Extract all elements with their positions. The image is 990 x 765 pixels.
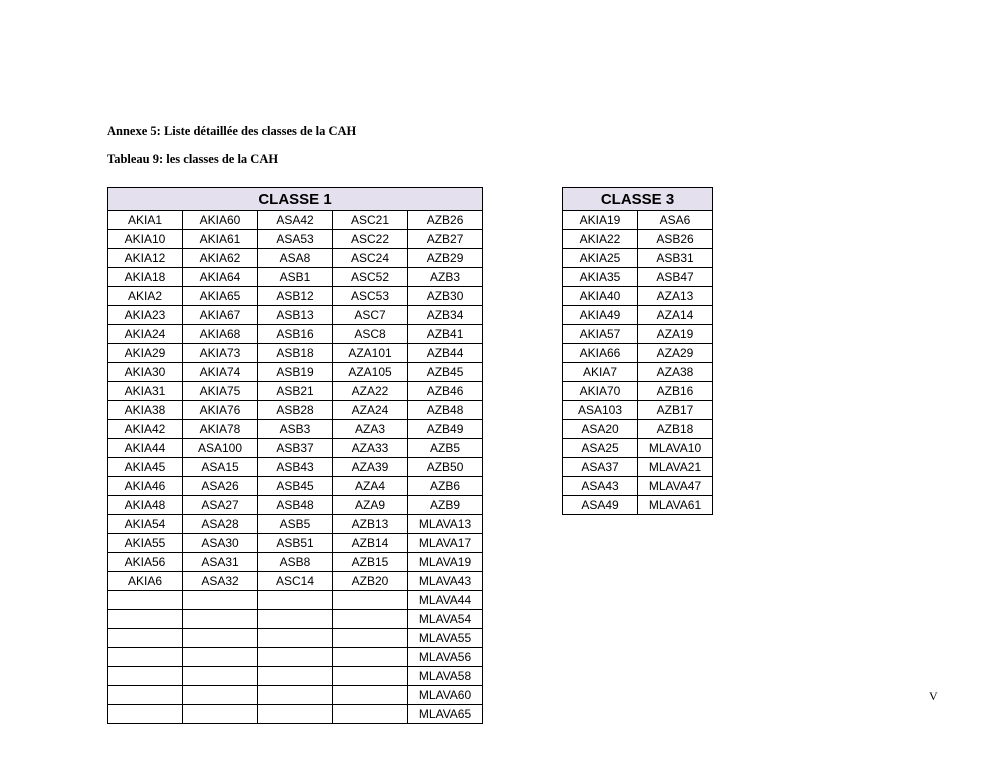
table-cell xyxy=(333,629,408,648)
table-cell: AKIA67 xyxy=(183,306,258,325)
table-row xyxy=(108,268,483,287)
table-cell: AKIA38 xyxy=(108,401,183,420)
table-cell: AKIA23 xyxy=(108,306,183,325)
table-cell: AKIA35 xyxy=(563,268,638,287)
table-cell: ASC52 xyxy=(333,268,408,287)
table-cell xyxy=(183,629,258,648)
table-cell: AKIA44 xyxy=(108,439,183,458)
table-cell: ASA53 xyxy=(258,230,333,249)
table-cell: ASA103 xyxy=(563,401,638,420)
table-cell: AZB34 xyxy=(408,306,483,325)
table-cell: AKIA6 xyxy=(108,572,183,591)
table-cell: AZB3 xyxy=(408,268,483,287)
table-cell: AKIA19 xyxy=(563,211,638,230)
table-cell: ASC14 xyxy=(258,572,333,591)
table-cell: MLAVA60 xyxy=(408,686,483,705)
table-cell: AZA101 xyxy=(333,344,408,363)
table-cell: AKIA55 xyxy=(108,534,183,553)
table-cell: ASA26 xyxy=(183,477,258,496)
table-row xyxy=(108,686,483,705)
table-row xyxy=(108,401,483,420)
table-row xyxy=(108,553,483,572)
table-cell: AKIA30 xyxy=(108,363,183,382)
table-cell: AKIA45 xyxy=(108,458,183,477)
table-row xyxy=(563,211,713,230)
table-row xyxy=(563,363,713,382)
table-cell: ASC7 xyxy=(333,306,408,325)
table-row xyxy=(108,439,483,458)
table-cell: MLAVA21 xyxy=(638,458,713,477)
table-cell: AZB46 xyxy=(408,382,483,401)
table-row xyxy=(563,382,713,401)
table-cell: ASC8 xyxy=(333,325,408,344)
table-cell: MLAVA17 xyxy=(408,534,483,553)
table-cell: ASB21 xyxy=(258,382,333,401)
table-cell xyxy=(183,686,258,705)
table-row xyxy=(563,458,713,477)
table-cell: ASC22 xyxy=(333,230,408,249)
table-cell: AZB29 xyxy=(408,249,483,268)
table-cell xyxy=(258,610,333,629)
table-cell: ASC53 xyxy=(333,287,408,306)
table-cell: ASB18 xyxy=(258,344,333,363)
table-cell: ASC24 xyxy=(333,249,408,268)
table-cell xyxy=(108,705,183,724)
table-cell: MLAVA44 xyxy=(408,591,483,610)
table-cell xyxy=(333,667,408,686)
table-cell xyxy=(183,610,258,629)
table-cell: ASA20 xyxy=(563,420,638,439)
table-cell: AZB30 xyxy=(408,287,483,306)
table-cell xyxy=(258,648,333,667)
table-cell: ASA42 xyxy=(258,211,333,230)
table-cell: AKIA78 xyxy=(183,420,258,439)
table-cell: AKIA12 xyxy=(108,249,183,268)
table-row xyxy=(108,420,483,439)
table-row xyxy=(108,382,483,401)
table-row xyxy=(108,344,483,363)
table-cell xyxy=(258,629,333,648)
table-cell: AKIA22 xyxy=(563,230,638,249)
table-cell xyxy=(333,705,408,724)
classe-3-body xyxy=(563,211,713,515)
table-row xyxy=(108,629,483,648)
table-row xyxy=(108,249,483,268)
table-cell: AKIA18 xyxy=(108,268,183,287)
table-cell: AZB20 xyxy=(333,572,408,591)
table-cell: MLAVA55 xyxy=(408,629,483,648)
table-row xyxy=(108,591,483,610)
table-cell: AZB45 xyxy=(408,363,483,382)
table-cell: ASB5 xyxy=(258,515,333,534)
table-row xyxy=(108,325,483,344)
table-cell xyxy=(333,648,408,667)
table-cell xyxy=(258,686,333,705)
table-cell: ASA30 xyxy=(183,534,258,553)
table-cell: AKIA60 xyxy=(183,211,258,230)
table-cell: AZA13 xyxy=(638,287,713,306)
table-cell: MLAVA65 xyxy=(408,705,483,724)
table-cell: AKIA40 xyxy=(563,287,638,306)
table-row xyxy=(563,287,713,306)
classe-1-header: CLASSE 1 xyxy=(108,188,483,211)
table-cell: AKIA73 xyxy=(183,344,258,363)
table-cell: AKIA25 xyxy=(563,249,638,268)
table-row xyxy=(563,344,713,363)
table-cell xyxy=(183,591,258,610)
table-cell: ASA49 xyxy=(563,496,638,515)
table-cell: ASB28 xyxy=(258,401,333,420)
table-cell: MLAVA61 xyxy=(638,496,713,515)
table-cell: ASA37 xyxy=(563,458,638,477)
table-cell xyxy=(108,629,183,648)
table-cell: AKIA61 xyxy=(183,230,258,249)
table-row xyxy=(563,477,713,496)
table-cell: AZB5 xyxy=(408,439,483,458)
table-cell: ASB1 xyxy=(258,268,333,287)
table-cell: AKIA57 xyxy=(563,325,638,344)
table-cell: MLAVA56 xyxy=(408,648,483,667)
table-cell: AZA14 xyxy=(638,306,713,325)
table-cell: AZB14 xyxy=(333,534,408,553)
table-cell: AZB6 xyxy=(408,477,483,496)
table-cell: MLAVA13 xyxy=(408,515,483,534)
table-cell xyxy=(258,705,333,724)
table-cell: AKIA42 xyxy=(108,420,183,439)
table-cell: ASA100 xyxy=(183,439,258,458)
table-cell: AKIA56 xyxy=(108,553,183,572)
table-cell: AZB44 xyxy=(408,344,483,363)
table-cell: ASB8 xyxy=(258,553,333,572)
table-cell: ASA27 xyxy=(183,496,258,515)
table-cell: MLAVA54 xyxy=(408,610,483,629)
table-cell: AZA38 xyxy=(638,363,713,382)
table-cell xyxy=(183,705,258,724)
table-row xyxy=(108,306,483,325)
table-cell: AZB26 xyxy=(408,211,483,230)
table-cell: MLAVA58 xyxy=(408,667,483,686)
table-cell: ASA8 xyxy=(258,249,333,268)
table-cell xyxy=(333,610,408,629)
table-cell: AZB17 xyxy=(638,401,713,420)
table-cell: ASA25 xyxy=(563,439,638,458)
table-cell: ASB45 xyxy=(258,477,333,496)
table-cell: AZB50 xyxy=(408,458,483,477)
classe-3-table xyxy=(562,187,713,515)
table-cell: AKIA48 xyxy=(108,496,183,515)
table-cell xyxy=(108,610,183,629)
table-cell xyxy=(183,648,258,667)
table-cell: AKIA65 xyxy=(183,287,258,306)
table-cell: ASB51 xyxy=(258,534,333,553)
table-cell: AZB41 xyxy=(408,325,483,344)
table-cell: ASB3 xyxy=(258,420,333,439)
classe-1-table xyxy=(107,187,483,724)
table-cell: AZA29 xyxy=(638,344,713,363)
table-row xyxy=(563,306,713,325)
table-cell xyxy=(258,591,333,610)
table-cell: MLAVA43 xyxy=(408,572,483,591)
table-cell: ASA31 xyxy=(183,553,258,572)
classe-3-header: CLASSE 3 xyxy=(563,188,713,211)
table-cell: AKIA62 xyxy=(183,249,258,268)
table-row xyxy=(108,496,483,515)
table-cell: AKIA1 xyxy=(108,211,183,230)
table-cell: ASB48 xyxy=(258,496,333,515)
table-cell: ASA28 xyxy=(183,515,258,534)
table-cell: AKIA29 xyxy=(108,344,183,363)
table-cell: AZB9 xyxy=(408,496,483,515)
table-cell: AZA24 xyxy=(333,401,408,420)
table-cell: ASA43 xyxy=(563,477,638,496)
table-cell: AZA3 xyxy=(333,420,408,439)
table-cell xyxy=(108,591,183,610)
table-cell: ASA6 xyxy=(638,211,713,230)
table-cell: AKIA74 xyxy=(183,363,258,382)
table-row xyxy=(108,211,483,230)
annex-title: Annexe 5: Liste détaillée des classes de la CAH xyxy=(107,124,357,138)
table-cell: AZA105 xyxy=(333,363,408,382)
table-cell xyxy=(108,667,183,686)
table-cell: AKIA64 xyxy=(183,268,258,287)
table-row xyxy=(108,477,483,496)
table-row xyxy=(108,458,483,477)
table-row xyxy=(108,534,483,553)
table-row xyxy=(108,287,483,306)
table-row xyxy=(563,439,713,458)
table-cell: AZA22 xyxy=(333,382,408,401)
table-cell: AKIA7 xyxy=(563,363,638,382)
table-cell: ASB26 xyxy=(638,230,713,249)
table-cell: ASA32 xyxy=(183,572,258,591)
table-row xyxy=(563,249,713,268)
table-row xyxy=(563,401,713,420)
table-cell: AKIA54 xyxy=(108,515,183,534)
table-cell: MLAVA47 xyxy=(638,477,713,496)
table-row xyxy=(108,515,483,534)
table-cell: ASA15 xyxy=(183,458,258,477)
table-row xyxy=(108,572,483,591)
table-row xyxy=(563,325,713,344)
table-cell: ASB16 xyxy=(258,325,333,344)
table-cell: AKIA10 xyxy=(108,230,183,249)
table-cell: ASB37 xyxy=(258,439,333,458)
table-cell: MLAVA10 xyxy=(638,439,713,458)
table-cell: AZB16 xyxy=(638,382,713,401)
table-row xyxy=(563,230,713,249)
table-row xyxy=(108,705,483,724)
table-row xyxy=(108,610,483,629)
table-cell: AKIA66 xyxy=(563,344,638,363)
table-cell: AKIA70 xyxy=(563,382,638,401)
table-row xyxy=(108,667,483,686)
table-cell: AZB15 xyxy=(333,553,408,572)
table-cell: ASB31 xyxy=(638,249,713,268)
table-row xyxy=(563,496,713,515)
table-row xyxy=(108,230,483,249)
table-cell: MLAVA19 xyxy=(408,553,483,572)
table-cell xyxy=(333,686,408,705)
table-cell: AZB27 xyxy=(408,230,483,249)
table-cell: AZA4 xyxy=(333,477,408,496)
table-cell: AKIA49 xyxy=(563,306,638,325)
table-cell: ASB19 xyxy=(258,363,333,382)
table-cell: AZA9 xyxy=(333,496,408,515)
table-cell: AKIA2 xyxy=(108,287,183,306)
table-row xyxy=(108,648,483,667)
table-cell xyxy=(108,648,183,667)
classe-1-body xyxy=(108,211,483,724)
table-cell: AKIA31 xyxy=(108,382,183,401)
table-cell: AZA39 xyxy=(333,458,408,477)
table-cell: ASB43 xyxy=(258,458,333,477)
table-cell: AKIA75 xyxy=(183,382,258,401)
table-cell xyxy=(183,667,258,686)
table-cell: AZB13 xyxy=(333,515,408,534)
table-cell xyxy=(333,591,408,610)
table-title: Tableau 9: les classes de la CAH xyxy=(107,152,279,166)
table-cell xyxy=(258,667,333,686)
table-cell: AZB18 xyxy=(638,420,713,439)
table-cell: AKIA46 xyxy=(108,477,183,496)
table-row xyxy=(563,420,713,439)
table-row xyxy=(108,363,483,382)
table-row xyxy=(563,268,713,287)
table-cell: AZB49 xyxy=(408,420,483,439)
table-cell xyxy=(108,686,183,705)
table-cell: AKIA68 xyxy=(183,325,258,344)
table-cell: AZA19 xyxy=(638,325,713,344)
page-number: V xyxy=(929,689,938,703)
table-cell: AZA33 xyxy=(333,439,408,458)
table-cell: AZB48 xyxy=(408,401,483,420)
table-cell: ASB12 xyxy=(258,287,333,306)
table-cell: AKIA24 xyxy=(108,325,183,344)
table-cell: ASB13 xyxy=(258,306,333,325)
table-cell: AKIA76 xyxy=(183,401,258,420)
table-cell: ASC21 xyxy=(333,211,408,230)
table-cell: ASB47 xyxy=(638,268,713,287)
